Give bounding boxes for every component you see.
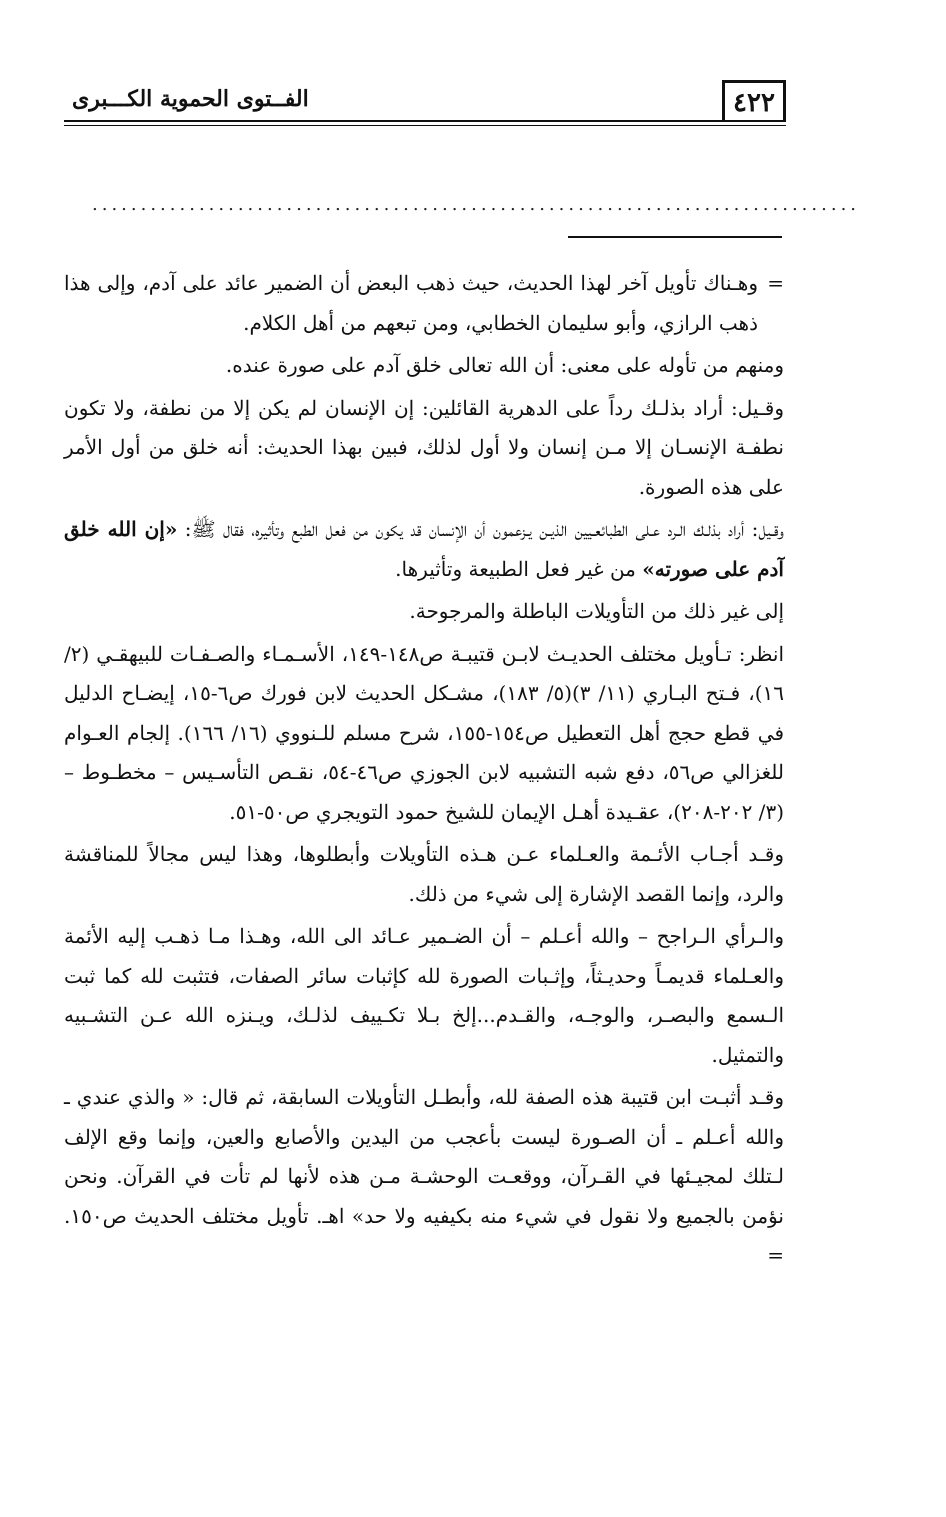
page-header <box>64 80 786 128</box>
book-title: الفــتوى الحموية الكـــبرى <box>72 86 309 112</box>
continuation-mark: = <box>767 271 784 295</box>
footnote-body <box>64 264 784 1279</box>
footnote-paragraph: وقـد أجـاب الأئـمة والعـلماء عـن هـذه التأويلات وأبطلوها، وهذا ليس مجالاً للمناقشة والرد، وإنما القصد الإشارة إلى شيء من ذلك. <box>64 842 784 906</box>
footnote-paragraph <box>64 264 784 343</box>
footnote-paragraph: ومنهم من تأوله على معنى: أن الله تعالى خلق آدم على صورة عنده. <box>225 353 784 377</box>
paragraph-text: من غير فعل الطبيعة وتأثيرها. <box>395 556 643 581</box>
footnote-paragraph: وقـيل: أراد بذلـك رداً على الدهرية القائلين: إن الإنسان لم يكن إلا من نطفة، ولا تكون نطفـة الإنسـان إلا مـن إنسان ولا أول لذلك، فبين بهذا الحديث: أنه خلق من أول الأمر على هذه الصورة. <box>64 395 784 499</box>
header-rule <box>64 120 786 126</box>
footnote-rule <box>568 236 782 238</box>
footnote-paragraph: وقـد أثبـت ابن قتيبة هذه الصفة لله، وأبطـل التأويلات السابقة، ثم قال: « والذي عندي ـ والله أعـلم ـ أن الصـورة ليست بأعجب من اليدين والأصابع والعين، وإنما وقع الإلف لـتلك لمجيـئها في القـرآن، ووقعـت الوحشـة مـن هذه لأنها لم تأت في القرآن. ونحن نؤمن بالجميع ولا نقول في شيء منه بكيفيه ولا حد» اهـ. تأويل مختلف الحديث ص١٥٠. = <box>64 1085 784 1267</box>
paragraph-text: وقـيل: أراد بذلـك الـرد عـلى الطبائعـيين الذيـن يـزعمون أن الإنسان قد يكون من فعل الطبع وتأثيره، فقال ﷺ: <box>177 517 784 541</box>
footnote-paragraph: والـرأي الـراجح – والله أعـلم – أن الضـمير عـائد الى الله، وهـذا مـا ذهـب إليه الأئمة والعـلماء قديمـاً وحديـثاً، وإثـبات الصورة لله كإثبات سائر الصفات، فتثبت لله كما ثبت الـسمع والبصـر، والوجـه، والقـدم...إلخ بـلا تكـييف لذلـك، ويـنزه الله عـن التشـبيه والتمثيل. <box>64 924 784 1067</box>
page-number: ٤٢٢ <box>722 80 786 122</box>
paragraph-text: وهـناك تأويل آخر لهذا الحديث، حيث ذهب البعض أن الضمير عائد على آدم، وإلى هذا ذهب الرازي، وأبو سليمان الخطابي، ومن تبعهم من أهل الكلام. <box>64 271 758 335</box>
hadith-quote: «إن الله خلق آدم على صورته» <box>64 517 784 581</box>
footnote-paragraph: إلى غير ذلك من التأويلات الباطلة والمرجوحة. <box>409 599 784 623</box>
references-paragraph: انظر: تـأويل مختلف الحديـث لابـن قتيبـة ص١٤٨-١٤٩، الأسـمـاء والصـفـات للبيهقـي (٢/ ١٦)، فـتح البـاري (١١/ ٣)(٥/ ١٨٣)، مشـكل الحديث لابن فورك ص٦-١٥، إيضـاح الدليل في قطع حجج أهل التعطيل ص١٥٤-١٥٥، شرح مسلم للـنووي (١٦/ ١٦٦). إلجام العـوام للغزالي ص٥٦، دفع شبه التشبيه لابن الجوزي ص٤٦-٥٤، نقـص التأسـيس – مخطـوط – (٣/ ٢٠٢-٢٠٨)، عقـيدة أهـل الإيمان للشيخ حمود التويجري ص٥٠-٥١. <box>64 641 785 824</box>
dotted-separator: ............................................................................... <box>92 194 861 215</box>
footnote-paragraph <box>64 510 784 589</box>
